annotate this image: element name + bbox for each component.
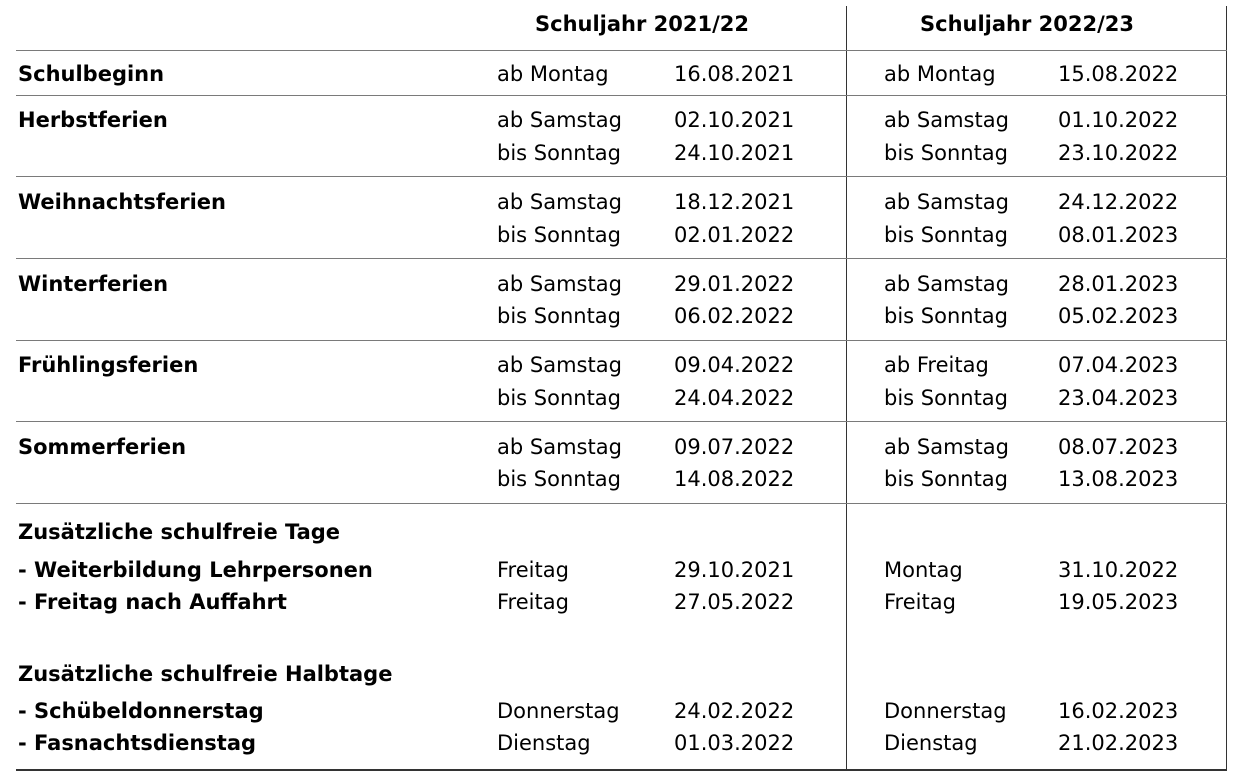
day-cell: bis Sonntag [497,467,622,491]
row-divider [16,340,1227,341]
right-border [1226,6,1227,771]
date-cell: 31.10.2022 [1058,558,1179,582]
day-cell: ab Montag [884,62,996,86]
day-cell: Montag [884,558,963,582]
date-cell: 24.02.2022 [674,699,795,723]
date-cell: 28.01.2023 [1058,272,1179,296]
date-cell: 23.10.2022 [1058,141,1179,165]
date-cell: 05.02.2023 [1058,304,1179,328]
day-cell: Freitag [497,558,569,582]
day-cell: bis Sonntag [497,223,622,247]
date-cell: 29.10.2021 [674,558,795,582]
day-cell: Donnerstag [497,699,620,723]
date-cell: 09.04.2022 [674,353,795,377]
date-cell: 02.10.2021 [674,108,795,132]
row-divider [16,503,1227,504]
day-cell: bis Sonntag [497,304,622,328]
date-cell: 23.04.2023 [1058,386,1179,410]
date-cell: 14.08.2022 [674,467,795,491]
day-cell: ab Samstag [497,353,622,377]
day-cell: bis Sonntag [884,467,1009,491]
date-cell: 16.02.2023 [1058,699,1179,723]
day-cell: ab Samstag [497,190,622,214]
date-cell: 15.08.2022 [1058,62,1179,86]
day-cell: ab Samstag [497,272,622,296]
extra-half-day-label: - Schübeldonnerstag [18,699,264,723]
column-divider [846,6,847,771]
day-cell: ab Samstag [884,190,1009,214]
day-cell: ab Samstag [884,272,1009,296]
day-cell: bis Sonntag [884,141,1009,165]
row-divider [16,176,1227,177]
day-cell: ab Freitag [884,353,989,377]
date-cell: 13.08.2023 [1058,467,1179,491]
day-cell: ab Samstag [884,435,1009,459]
date-cell: 06.02.2022 [674,304,795,328]
extra-day-label: - Weiterbildung Lehrpersonen [18,558,373,582]
date-cell: 08.07.2023 [1058,435,1179,459]
row-divider [16,50,1227,51]
row-label-sommerferien: Sommerferien [18,435,187,459]
date-cell: 29.01.2022 [674,272,795,296]
day-cell: ab Samstag [497,108,622,132]
section-title-extra-days: Zusätzliche schulfreie Tage [18,520,341,544]
row-label-weihnachtsferien: Weihnachtsferien [18,190,226,214]
row-divider [16,95,1227,96]
date-cell: 21.02.2023 [1058,731,1179,755]
day-cell: bis Sonntag [884,386,1009,410]
date-cell: 19.05.2023 [1058,590,1179,614]
date-cell: 08.01.2023 [1058,223,1179,247]
day-cell: bis Sonntag [497,386,622,410]
day-cell: bis Sonntag [884,304,1009,328]
date-cell: 01.03.2022 [674,731,795,755]
day-cell: Freitag [497,590,569,614]
date-cell: 07.04.2023 [1058,353,1179,377]
date-cell: 27.05.2022 [674,590,795,614]
day-cell: ab Samstag [497,435,622,459]
day-cell: Donnerstag [884,699,1007,723]
date-cell: 01.10.2022 [1058,108,1179,132]
row-label-fruehlingsferien: Frühlingsferien [18,353,199,377]
year-header-2021-22: Schuljahr 2021/22 [535,12,749,36]
date-cell: 24.12.2022 [1058,190,1179,214]
row-divider [16,421,1227,422]
day-cell: Dienstag [497,731,591,755]
day-cell: Dienstag [884,731,978,755]
day-cell: bis Sonntag [497,141,622,165]
day-cell: ab Montag [497,62,609,86]
year-header-2022-23: Schuljahr 2022/23 [920,12,1134,36]
row-label-winterferien: Winterferien [18,272,169,296]
table-bottom-border [16,769,1227,771]
day-cell: Freitag [884,590,956,614]
row-divider [16,258,1227,259]
row-label-herbstferien: Herbstferien [18,108,168,132]
extra-half-day-label: - Fasnachtsdienstag [18,731,257,755]
date-cell: 18.12.2021 [674,190,795,214]
date-cell: 02.01.2022 [674,223,795,247]
day-cell: bis Sonntag [884,223,1009,247]
date-cell: 24.04.2022 [674,386,795,410]
date-cell: 09.07.2022 [674,435,795,459]
row-label-schulbeginn: Schulbeginn [18,62,165,86]
section-title-extra-half-days: Zusätzliche schulfreie Halbtage [18,662,393,686]
extra-day-label: - Freitag nach Auffahrt [18,590,287,614]
date-cell: 24.10.2021 [674,141,795,165]
day-cell: ab Samstag [884,108,1009,132]
date-cell: 16.08.2021 [674,62,795,86]
